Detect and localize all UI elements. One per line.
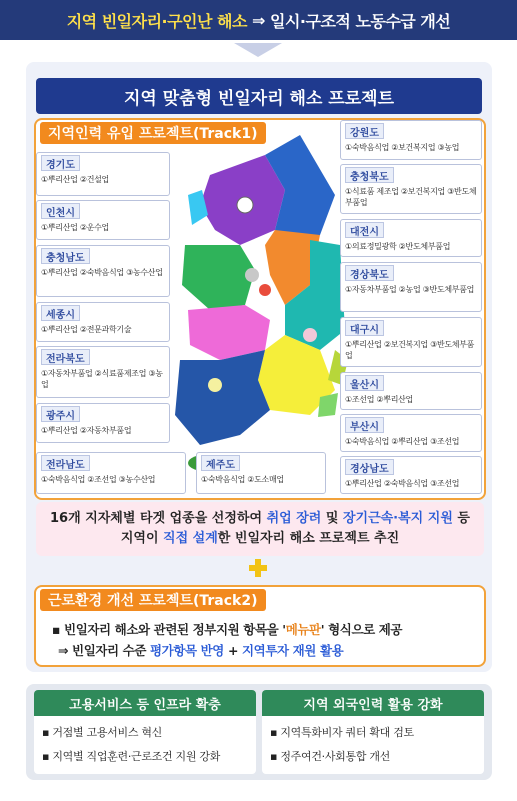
track1-title: 지역인력 유입 프로젝트(Track1) xyxy=(40,122,266,144)
region-industries: ①식료품 제조업 ②보건복지업 ③반도체부품업 xyxy=(345,187,477,207)
banner-arrow: ⇒ xyxy=(246,10,271,30)
region-card-sejong xyxy=(36,302,170,342)
track2-text: ' 형식으로 제공 xyxy=(320,622,403,637)
bottom-card-item: ▪ 지역별 직업훈련·근로조건 지원 강화 xyxy=(42,750,221,763)
top-banner xyxy=(0,0,517,40)
region-industries: ①숙박음식업 ②조선업 ③농수산업 xyxy=(41,475,156,484)
track2-text: ⇒ 빈일자리 수준 xyxy=(58,643,150,658)
region-name: 광주시 xyxy=(41,406,80,422)
main-title: 지역 맞춤형 빈일자리 해소 프로젝트 xyxy=(36,78,482,114)
summary-highlight: 직접 설계 xyxy=(163,531,218,546)
region-card-gyeongbuk xyxy=(340,262,482,312)
summary-line-1 xyxy=(36,509,484,529)
track2-text: + xyxy=(224,643,242,658)
region-card-jeju xyxy=(196,452,326,494)
bottom-card-item: ▪ 지역특화비자 쿼터 확대 검토 xyxy=(270,726,414,739)
summary-text: 등 xyxy=(452,511,470,526)
region-industries: ①자동차부품업 ②식료품제조업 ③농업 xyxy=(41,369,163,389)
summary-text: 및 xyxy=(321,511,343,526)
region-card-gangwon xyxy=(340,120,482,160)
track2-highlight: 평가항목 반영 xyxy=(149,643,224,658)
summary-highlight: 장기근속·복지 지원 xyxy=(342,511,453,526)
map-daegu xyxy=(303,328,317,342)
region-industries: ①뿌리산업 ②숙박음식업 ③조선업 xyxy=(345,479,460,488)
region-industries: ①조선업 ②뿌리산업 xyxy=(345,395,413,404)
bottom-card-item: ▪ 정주여건·사회통합 개선 xyxy=(270,750,391,763)
region-card-ulsan xyxy=(340,372,482,410)
region-card-gwangju xyxy=(36,403,170,443)
region-card-incheon xyxy=(36,200,170,240)
region-name: 제주도 xyxy=(201,455,240,471)
map-seoul xyxy=(237,197,253,213)
region-name: 세종시 xyxy=(41,305,80,321)
region-name: 강원도 xyxy=(345,123,384,139)
region-industries: ①뿌리산업 ②자동차부품업 xyxy=(41,426,132,435)
bottom-card-foreign xyxy=(262,690,484,774)
map-gwangju xyxy=(208,378,222,392)
summary-highlight: 취업 장려 xyxy=(266,511,322,526)
region-card-busan xyxy=(340,414,482,452)
region-industries: ①뿌리산업 ②숙박음식업 ③농수산업 xyxy=(41,268,163,277)
korea-map xyxy=(170,135,350,475)
region-name: 충청남도 xyxy=(41,248,90,264)
region-name: 부산시 xyxy=(345,417,384,433)
region-industries: ①자동차부품업 ②농업 ③반도체부품업 xyxy=(345,285,475,294)
region-card-jeonnam xyxy=(36,452,186,494)
down-arrow-icon xyxy=(234,43,282,57)
map-chungnam xyxy=(182,245,255,310)
bottom-card-infra xyxy=(34,690,256,774)
region-card-gyeongnam xyxy=(340,456,482,494)
bottom-card-item: ▪ 거점별 고용서비스 혁신 xyxy=(42,726,163,739)
bottom-card-title: 지역 외국인력 활용 강화 xyxy=(262,690,484,716)
region-card-daegu xyxy=(340,317,482,367)
summary-box xyxy=(36,502,484,556)
bottom-card-title: 고용서비스 등 인프라 확충 xyxy=(34,690,256,716)
banner-part2: 일시·구조적 노동수급 개선 xyxy=(270,11,451,31)
summary-text: 16개 지자체별 타겟 업종을 선정하여 xyxy=(50,511,267,526)
map-jeonnam xyxy=(175,350,270,445)
region-name: 경상북도 xyxy=(345,265,394,281)
korea-map-graphic xyxy=(170,135,350,475)
region-industries: ①숙박음식업 ②도소매업 xyxy=(201,475,284,484)
region-name: 인천시 xyxy=(41,203,80,219)
summary-text: 지역이 xyxy=(120,531,164,546)
region-industries: ①뿌리산업 ②전문과학기술 xyxy=(41,325,132,334)
track2-highlight: 지역투자 재원 활용 xyxy=(241,643,344,658)
region-name: 대구시 xyxy=(345,320,384,336)
region-card-chungbuk xyxy=(340,164,482,214)
track2-text: ▪ 빈일자리 해소와 관련된 정부지원 항목을 ' xyxy=(52,622,286,637)
region-industries: ①숙박음식업 ②보건복지업 ③농업 xyxy=(345,143,460,152)
region-name: 울산시 xyxy=(345,375,384,391)
track2-highlight: 메뉴판 xyxy=(285,622,321,637)
track2-line-1 xyxy=(52,620,402,638)
region-industries: ①뿌리산업 ②건설업 xyxy=(41,175,109,184)
region-industries: ①숙박음식업 ②뿌리산업 ③조선업 xyxy=(345,437,460,446)
region-name: 전라북도 xyxy=(41,349,90,365)
region-name: 전라남도 xyxy=(41,455,90,471)
summary-line-2 xyxy=(36,529,484,549)
region-industries: ①뿌리산업 ②운수업 xyxy=(41,223,109,232)
banner-part1: 지역 빈일자리·구인난 해소 xyxy=(66,11,247,31)
plus-icon xyxy=(248,558,268,578)
region-card-jeonbuk xyxy=(36,346,170,398)
region-name: 경기도 xyxy=(41,155,80,171)
region-card-daejeon xyxy=(340,219,482,257)
map-sejong xyxy=(245,268,259,282)
region-name: 충청북도 xyxy=(345,167,394,183)
summary-text: 한 빈일자리 해소 프로젝트 추진 xyxy=(217,531,400,546)
region-industries: ①뿌리산업 ②보건복지업 ③반도체부품업 xyxy=(345,340,475,360)
map-daejeon xyxy=(259,284,271,296)
track2-title: 근로환경 개선 프로젝트(Track2) xyxy=(40,589,266,611)
region-industries: ①의료정밀광학 ②반도체부품업 xyxy=(345,242,451,251)
track2-line-2 xyxy=(58,641,343,659)
region-name: 경상남도 xyxy=(345,459,394,475)
region-name: 대전시 xyxy=(345,222,384,238)
region-card-chungnam xyxy=(36,245,170,297)
region-card-gyeonggi xyxy=(36,152,170,196)
